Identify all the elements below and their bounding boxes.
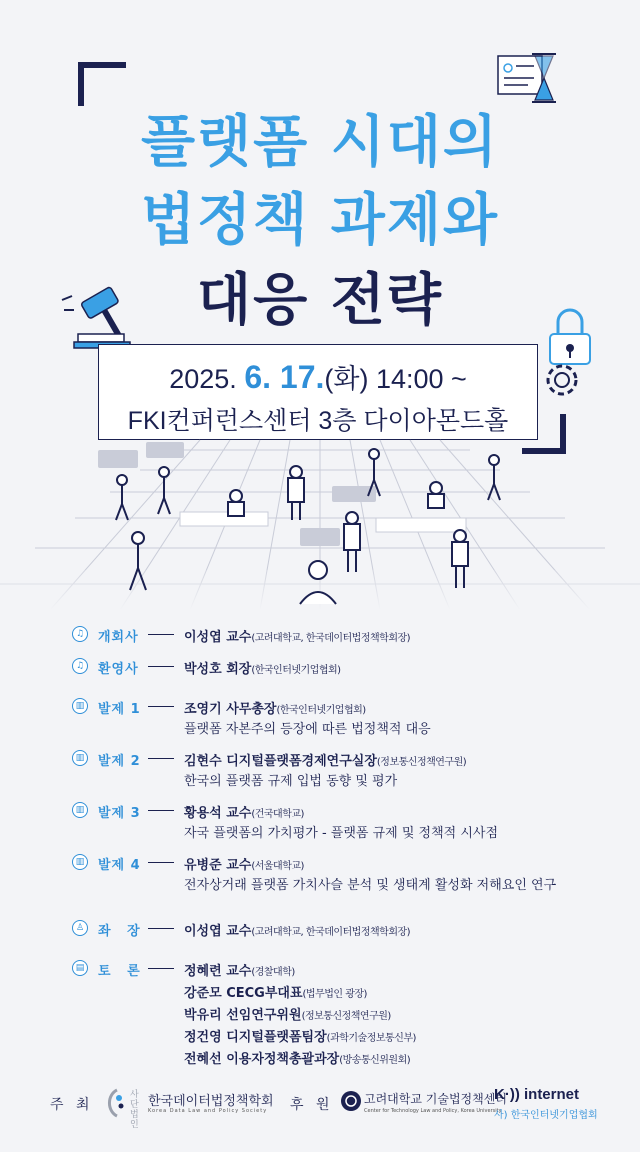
program-speaker [184,854,304,873]
panelist [184,960,295,979]
speaker-name: 박성호 회장 [184,662,252,677]
chair-speaker [184,920,410,939]
host-logo-icon [106,1088,128,1118]
title-line-2: 법정책 과제와 [140,188,500,253]
book-icon: ▥ [72,802,88,818]
kinternet-logo: K·)) internet [494,1086,579,1103]
divider-dash [148,758,174,759]
panelist-name: 정혜련 교수 [184,964,252,979]
bell-icon: ♫ [72,658,88,674]
panelist-affiliation: (경찰대학) [251,967,295,978]
discussion-role: 토 론 [98,964,146,979]
discussion-icon: ▤ [72,960,88,976]
book-icon: ▥ [72,750,88,766]
speaker-affiliation: (한국인터넷기업협회) [276,705,366,716]
title-line-1: 플랫폼 시대의 [140,110,500,175]
panelist-name: 박유리 선임연구위원 [184,1008,302,1023]
chair-affiliation: (고려대학교, 한국데이터법정책학회장) [251,927,411,938]
program-role: 환영사 [98,662,139,677]
program-speaker [184,626,410,645]
chair-role: 좌 장 [98,924,146,939]
divider-dash [148,706,174,707]
speaker-name: 이성엽 교수 [184,630,252,645]
program-speaker [184,658,341,677]
speaker-affiliation: (서울대학교) [251,861,304,872]
program-role: 발제 2 [98,754,141,769]
panelist [184,982,367,1001]
chair-name: 이성엽 교수 [184,924,252,939]
program-role: 개회사 [98,630,139,645]
speaker-affiliation: (고려대학교, 한국데이터법정책학회장) [251,633,411,644]
sponsor1-name: 고려대학교 기술법정책센터 [364,1092,507,1106]
host-english-name: Korea Data Law and Policy Society [148,1108,268,1114]
program-role: 발제 4 [98,858,141,873]
sponsor-label: 후 원 [290,1097,334,1113]
speaker-affiliation: (정보통신정책연구원) [376,757,467,768]
program-role: 발제 1 [98,702,141,717]
gavel-icon [60,280,160,350]
korea-university-emblem-icon [340,1090,362,1112]
speaker-name: 조영기 사무총장 [184,702,277,717]
panelist-name: 정건영 디지털플랫폼팀장 [184,1030,327,1045]
panelist-affiliation: (정보통신정책연구원) [301,1011,391,1022]
presentation-topic: 플랫폼 자본주의 등장에 따른 법정책적 대응 [184,722,431,737]
presentation-topic: 전자상거래 플랫폼 가치사슬 분석 및 생태계 활성화 저해요인 연구 [184,878,557,893]
program-speaker [184,802,304,821]
panelist-affiliation: (법무법인 광장) [302,989,367,1000]
divider-dash [148,928,174,929]
host-label: 주 최 [50,1097,94,1113]
divider-dash [148,862,174,863]
speaker-name: 김현수 디지털플랫폼경제연구실장 [184,754,377,769]
book-icon: ▥ [72,698,88,714]
date-prefix: 2025. [169,364,237,394]
divider-dash [148,810,174,811]
panelist-affiliation: (과학기술정보통신부) [326,1033,416,1044]
event-date [99,357,537,396]
event-venue: FKI컨퍼런스센터 3층 다이아몬드홀 [127,407,509,435]
panelist-affiliation: (방송통신위원회) [339,1055,411,1066]
speaker-affiliation: (한국인터넷기업협회) [251,665,341,676]
program-speaker [184,698,366,717]
podium-icon: ♙ [72,920,88,936]
title-line-3: 대응 전략 [197,268,443,333]
date-highlight: 6. 17. [244,359,325,395]
program-speaker [184,750,466,769]
speaker-name: 유병준 교수 [184,858,252,873]
divider-dash [148,634,174,635]
lock-gear-icon [540,308,600,400]
panelist-name: 전혜선 이용자정책총괄과장 [184,1052,340,1067]
panelist [184,1048,410,1067]
panelist [184,1004,391,1023]
host-badge: 사단법인 [130,1090,139,1130]
divider-dash [148,968,174,969]
host-name: 한국데이터법정책학회 [148,1094,274,1109]
grid-floor-illustration [0,420,640,610]
presentation-topic: 한국의 플랫폼 규제 입법 동향 및 평가 [184,774,398,789]
book-icon: ▥ [72,854,88,870]
sponsor2-name: 사) 한국인터넷기업협회 [494,1110,598,1121]
program-role: 발제 3 [98,806,141,821]
speaker-affiliation: (건국대학교) [251,809,304,820]
sponsor1-english-name: Center for Technology Law and Policy, Korea University [364,1108,502,1114]
divider-dash [148,666,174,667]
speaker-name: 황용석 교수 [184,806,252,821]
panelist-name: 강준모 CECG부대표 [184,986,303,1001]
date-suffix: (화) 14:00 ~ [324,364,467,394]
bell-icon: ♫ [72,626,88,642]
panelist [184,1026,416,1045]
presentation-topic: 자국 플랫폼의 가치평가 - 플랫폼 규제 및 정책적 시사점 [184,826,499,841]
